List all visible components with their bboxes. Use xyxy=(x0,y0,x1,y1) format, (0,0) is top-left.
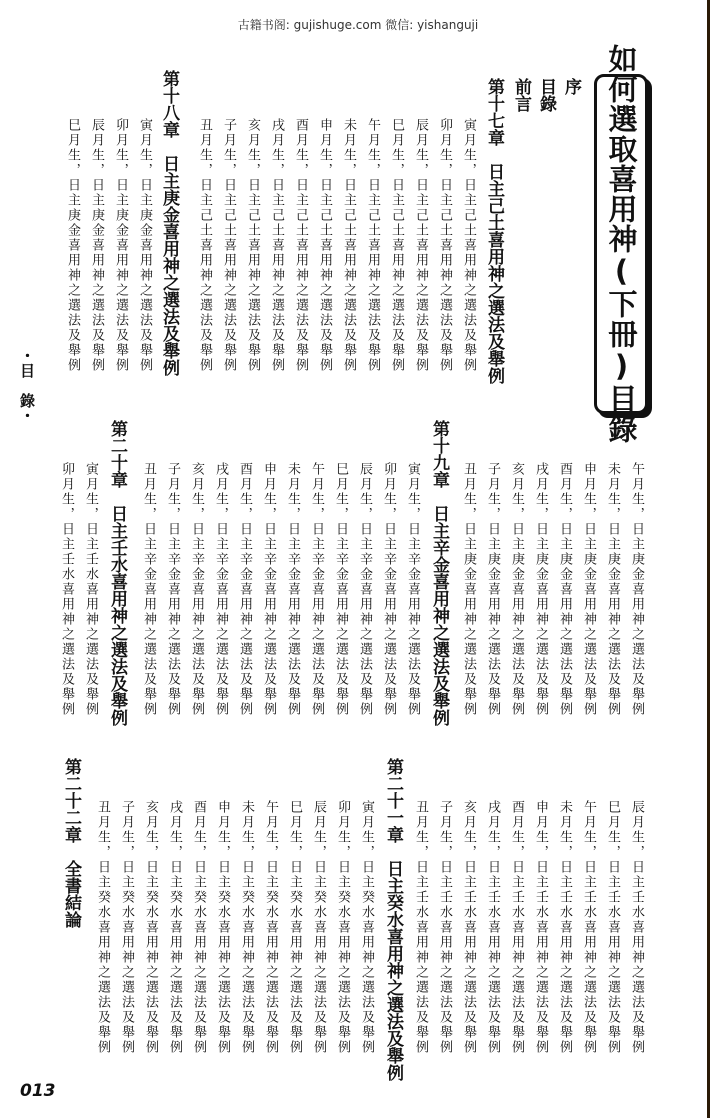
toc-item[interactable]: 午月生，日主壬水喜用神之選法及舉例 xyxy=(581,800,596,1055)
toc-item[interactable]: 戌月生，日主己土喜用神之選法及舉例 xyxy=(269,118,284,373)
toc-item[interactable]: 卯月生，日主己土喜用神之選法及舉例 xyxy=(437,118,452,373)
toc-item[interactable]: 戌月生，日主癸水喜用神之選法及舉例 xyxy=(167,800,182,1055)
toc-item[interactable]: 丑月生，日主癸水喜用神之選法及舉例 xyxy=(95,800,110,1055)
toc-item[interactable]: 未月生，日主庚金喜用神之選法及舉例 xyxy=(605,462,620,717)
chapter-17-heading[interactable]: 第十七章 日主己土喜用神之選法及舉例 xyxy=(484,78,504,384)
toc-item[interactable]: 丑月生，日主壬水喜用神之選法及舉例 xyxy=(413,800,428,1055)
toc-item[interactable]: 寅月生，日主庚金喜用神之選法及舉例 xyxy=(137,118,152,373)
toc-item[interactable]: 未月生，日主辛金喜用神之選法及舉例 xyxy=(285,462,300,717)
toc-item[interactable]: 酉月生，日主辛金喜用神之選法及舉例 xyxy=(237,462,252,717)
site-watermark-header: 古籍书阁: gujishuge.com 微信: yishanguji xyxy=(237,18,479,32)
toc-item[interactable]: 辰月生，日主己土喜用神之選法及舉例 xyxy=(413,118,428,373)
toc-item[interactable]: 午月生，日主癸水喜用神之選法及舉例 xyxy=(263,800,278,1055)
margin-label: ・目 錄・ xyxy=(18,348,36,423)
toc-contents[interactable]: 目錄 xyxy=(536,78,556,112)
toc-item[interactable]: 午月生，日主己土喜用神之選法及舉例 xyxy=(365,118,380,373)
toc-item[interactable]: 巳月生，日主壬水喜用神之選法及舉例 xyxy=(605,800,620,1055)
toc-item[interactable]: 戌月生，日主壬水喜用神之選法及舉例 xyxy=(485,800,500,1055)
toc-item[interactable]: 辰月生，日主庚金喜用神之選法及舉例 xyxy=(89,118,104,373)
chapter-19-heading[interactable]: 第十九章 日主辛金喜用神之選法及舉例 xyxy=(429,420,449,726)
toc-item[interactable]: 午月生，日主辛金喜用神之選法及舉例 xyxy=(309,462,324,717)
toc-item[interactable]: 寅月生，日主己土喜用神之選法及舉例 xyxy=(461,118,476,373)
toc-item[interactable]: 酉月生，日主壬水喜用神之選法及舉例 xyxy=(509,800,524,1055)
toc-item[interactable]: 亥月生，日主壬水喜用神之選法及舉例 xyxy=(461,800,476,1055)
toc-item[interactable]: 巳月生，日主己土喜用神之選法及舉例 xyxy=(389,118,404,373)
toc-item[interactable]: 丑月生，日主辛金喜用神之選法及舉例 xyxy=(141,462,156,717)
chapter-22-heading[interactable]: 第二十二章 全書結論 xyxy=(61,758,81,928)
toc-item[interactable]: 亥月生，日主己土喜用神之選法及舉例 xyxy=(245,118,260,373)
toc-item[interactable]: 寅月生，日主壬水喜用神之選法及舉例 xyxy=(83,462,98,717)
toc-item[interactable]: 丑月生，日主庚金喜用神之選法及舉例 xyxy=(461,462,476,717)
toc-item[interactable]: 卯月生，日主庚金喜用神之選法及舉例 xyxy=(113,118,128,373)
toc-item[interactable]: 申月生，日主己土喜用神之選法及舉例 xyxy=(317,118,332,373)
toc-item[interactable]: 酉月生，日主庚金喜用神之選法及舉例 xyxy=(557,462,572,717)
toc-item[interactable]: 辰月生，日主壬水喜用神之選法及舉例 xyxy=(629,800,644,1055)
page-edge-bar xyxy=(707,0,710,1118)
toc-item[interactable]: 子月生，日主壬水喜用神之選法及舉例 xyxy=(437,800,452,1055)
toc-item[interactable]: 午月生，日主庚金喜用神之選法及舉例 xyxy=(629,462,644,717)
toc-item[interactable]: 巳月生，日主庚金喜用神之選法及舉例 xyxy=(65,118,80,373)
toc-item[interactable]: 未月生，日主癸水喜用神之選法及舉例 xyxy=(239,800,254,1055)
toc-item[interactable]: 申月生，日主庚金喜用神之選法及舉例 xyxy=(581,462,596,717)
toc-item[interactable]: 子月生，日主癸水喜用神之選法及舉例 xyxy=(119,800,134,1055)
chapter-18-heading[interactable]: 第十八章 日主庚金喜用神之選法及舉例 xyxy=(159,70,179,376)
toc-item[interactable]: 亥月生，日主癸水喜用神之選法及舉例 xyxy=(143,800,158,1055)
toc-item[interactable]: 子月生，日主辛金喜用神之選法及舉例 xyxy=(165,462,180,717)
toc-item[interactable]: 子月生，日主庚金喜用神之選法及舉例 xyxy=(485,462,500,717)
page-title: 如何選取喜用神(下冊)目錄 xyxy=(604,44,639,444)
toc-preface[interactable]: 序 xyxy=(561,78,581,95)
toc-item[interactable]: 卯月生，日主壬水喜用神之選法及舉例 xyxy=(59,462,74,717)
toc-item[interactable]: 寅月生，日主辛金喜用神之選法及舉例 xyxy=(405,462,420,717)
toc-item[interactable]: 亥月生，日主辛金喜用神之選法及舉例 xyxy=(189,462,204,717)
toc-item[interactable]: 辰月生，日主辛金喜用神之選法及舉例 xyxy=(357,462,372,717)
toc-item[interactable]: 卯月生，日主癸水喜用神之選法及舉例 xyxy=(335,800,350,1055)
toc-item[interactable]: 申月生，日主癸水喜用神之選法及舉例 xyxy=(215,800,230,1055)
toc-item[interactable]: 酉月生，日主己土喜用神之選法及舉例 xyxy=(293,118,308,373)
page-number: 013 xyxy=(20,1081,56,1101)
toc-item[interactable]: 申月生，日主辛金喜用神之選法及舉例 xyxy=(261,462,276,717)
toc-foreword[interactable]: 前言 xyxy=(511,78,531,112)
chapter-21-heading[interactable]: 第二十一章 日主癸水喜用神之選法及舉例 xyxy=(383,758,403,1081)
chapter-20-heading[interactable]: 第二十章 日主壬水喜用神之選法及舉例 xyxy=(107,420,127,726)
toc-item[interactable]: 未月生，日主己土喜用神之選法及舉例 xyxy=(341,118,356,373)
toc-item[interactable]: 辰月生，日主癸水喜用神之選法及舉例 xyxy=(311,800,326,1055)
toc-item[interactable]: 亥月生，日主庚金喜用神之選法及舉例 xyxy=(509,462,524,717)
toc-item[interactable]: 卯月生，日主辛金喜用神之選法及舉例 xyxy=(381,462,396,717)
toc-item[interactable]: 戌月生，日主辛金喜用神之選法及舉例 xyxy=(213,462,228,717)
toc-item[interactable]: 巳月生，日主辛金喜用神之選法及舉例 xyxy=(333,462,348,717)
toc-item[interactable]: 戌月生，日主庚金喜用神之選法及舉例 xyxy=(533,462,548,717)
toc-item[interactable]: 子月生，日主己土喜用神之選法及舉例 xyxy=(221,118,236,373)
toc-item[interactable]: 寅月生，日主癸水喜用神之選法及舉例 xyxy=(359,800,374,1055)
toc-item[interactable]: 未月生，日主壬水喜用神之選法及舉例 xyxy=(557,800,572,1055)
toc-item[interactable]: 巳月生，日主癸水喜用神之選法及舉例 xyxy=(287,800,302,1055)
title-frame xyxy=(594,44,648,444)
toc-item[interactable]: 丑月生，日主己土喜用神之選法及舉例 xyxy=(197,118,212,373)
toc-item[interactable]: 申月生，日主壬水喜用神之選法及舉例 xyxy=(533,800,548,1055)
toc-item[interactable]: 酉月生，日主癸水喜用神之選法及舉例 xyxy=(191,800,206,1055)
